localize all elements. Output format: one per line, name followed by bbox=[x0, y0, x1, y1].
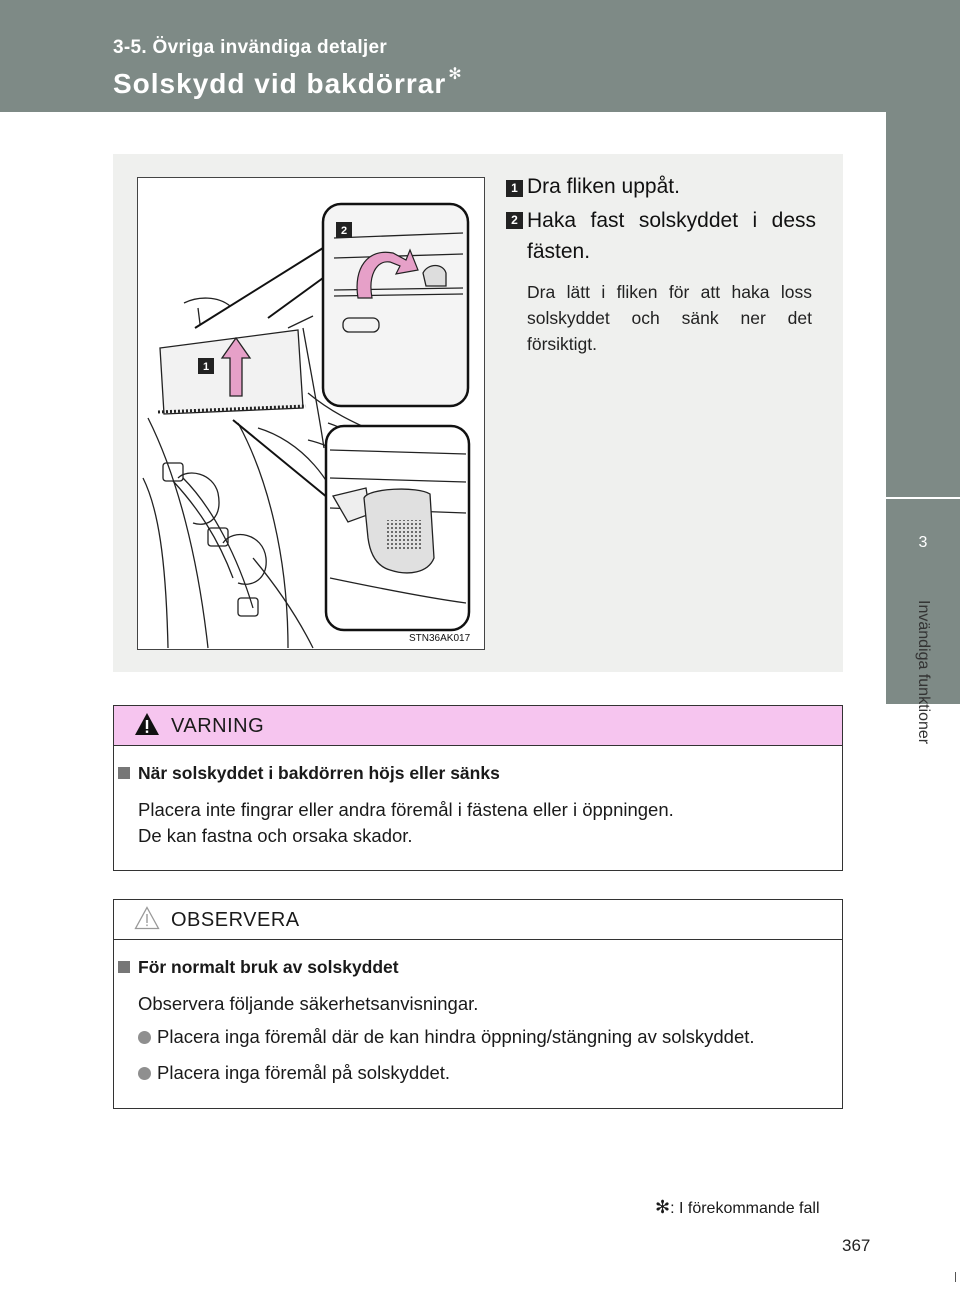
step-note: Dra lätt i fliken för att haka loss solskyddet och sänk ner det försiktigt. bbox=[527, 282, 812, 354]
notice-header bbox=[114, 900, 842, 940]
warning-header bbox=[114, 706, 842, 746]
notice-title: OBSERVERA bbox=[171, 909, 300, 931]
notice-bullet-2 bbox=[138, 1060, 450, 1086]
square-bullet-icon bbox=[118, 961, 130, 973]
page-title bbox=[113, 68, 463, 100]
step-badge: 2 bbox=[506, 212, 523, 229]
footnote-text: : I förekommande fall bbox=[670, 1200, 820, 1217]
square-bullet-icon bbox=[118, 767, 130, 779]
figure-code: STN36AK017 bbox=[409, 633, 471, 644]
step-text: Dra fliken uppåt. bbox=[527, 175, 680, 198]
warning-heading bbox=[118, 763, 500, 784]
notice-box bbox=[113, 899, 843, 1109]
asterisk-mark: ✻ bbox=[448, 66, 463, 83]
tab-top-block bbox=[886, 112, 960, 497]
page-number: 367 bbox=[842, 1236, 871, 1255]
bullet-dot-icon bbox=[138, 1031, 151, 1044]
sunshade-illustration bbox=[137, 177, 485, 650]
warning-line-1: Placera inte fingrar eller andra föremål i fästena eller i öppningen. bbox=[138, 799, 674, 820]
notice-heading-text: För normalt bruk av solskyddet bbox=[138, 957, 399, 977]
car-interior-drawing bbox=[138, 178, 484, 649]
chapter-title-vertical bbox=[912, 602, 934, 792]
notice-heading bbox=[118, 957, 399, 978]
caution-icon bbox=[134, 906, 160, 930]
callout-label-2: 2 bbox=[340, 225, 348, 237]
asterisk-mark: ✻ bbox=[655, 1197, 671, 1217]
section-label: 3-5. Övriga invändiga detaljer bbox=[113, 37, 388, 58]
bullet-text: Placera inga föremål på solskyddet. bbox=[157, 1062, 451, 1083]
step-2 bbox=[506, 205, 816, 267]
bullet-dot-icon bbox=[138, 1067, 151, 1080]
warning-icon bbox=[134, 712, 160, 736]
page-header bbox=[0, 0, 960, 112]
warning-box bbox=[113, 705, 843, 871]
warning-heading-text: När solskyddet i bakdörren höjs eller sänks bbox=[138, 763, 500, 783]
step-1 bbox=[506, 171, 680, 202]
callout-label-1: 1 bbox=[202, 361, 210, 373]
bullet-text: Placera inga föremål där de kan hindra öppning/stängning av solskyddet. bbox=[157, 1026, 755, 1047]
page-title-text: Solskydd vid bakdörrar bbox=[113, 68, 447, 99]
notice-intro: Observera följande säkerhetsanvisningar. bbox=[138, 993, 479, 1014]
chapter-title: Invändiga funktioner bbox=[915, 600, 932, 745]
chapter-number: 3 bbox=[918, 534, 928, 551]
chapter-side-tab bbox=[886, 112, 960, 1300]
footnote bbox=[655, 1197, 820, 1218]
warning-line-2: De kan fastna och orsaka skador. bbox=[138, 825, 413, 846]
step-text: Haka fast solskyddet i dess fästen. bbox=[527, 209, 816, 263]
warning-title: VARNING bbox=[171, 715, 265, 737]
step-badge: 1 bbox=[506, 180, 523, 197]
notice-bullet-1 bbox=[138, 1024, 755, 1050]
